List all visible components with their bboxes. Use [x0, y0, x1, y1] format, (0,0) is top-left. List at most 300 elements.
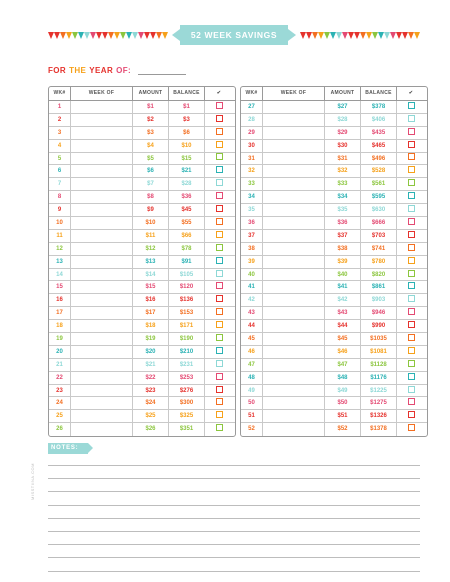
week-of-field[interactable]	[263, 397, 325, 409]
note-line[interactable]	[48, 505, 420, 506]
note-line[interactable]	[48, 465, 420, 466]
table-row	[49, 230, 235, 243]
checkbox-cell	[397, 256, 425, 268]
header-balance: BALANCE	[169, 87, 205, 100]
week-of-field[interactable]	[71, 191, 133, 203]
week-number: 17	[49, 307, 71, 319]
week-number: 9	[49, 204, 71, 216]
week-number: 3	[49, 127, 71, 139]
checkbox[interactable]	[408, 347, 415, 354]
checkbox-cell	[205, 153, 233, 165]
amount-cell: $22	[133, 372, 169, 384]
week-of-field[interactable]	[263, 410, 325, 422]
checkbox[interactable]	[408, 424, 415, 431]
note-line[interactable]	[48, 544, 420, 545]
balance-cell: $66	[169, 230, 205, 242]
week-number: 37	[241, 230, 263, 242]
week-of-field[interactable]	[263, 256, 325, 268]
amount-cell: $29	[325, 127, 361, 139]
checkbox-cell	[397, 243, 425, 255]
checkbox[interactable]	[408, 231, 415, 238]
checkbox[interactable]	[216, 179, 223, 186]
checkbox[interactable]	[408, 282, 415, 289]
week-of-field[interactable]	[263, 372, 325, 384]
week-of-field[interactable]	[263, 359, 325, 371]
week-of-field[interactable]	[71, 230, 133, 242]
year-input-line[interactable]	[138, 66, 186, 75]
header-check-icon: ✔	[216, 90, 222, 96]
bunting-flag	[414, 32, 420, 39]
week-number: 21	[49, 359, 71, 371]
checkbox[interactable]	[408, 321, 415, 328]
week-number: 36	[241, 217, 263, 229]
balance-cell: $820	[361, 269, 397, 281]
checkbox[interactable]	[408, 257, 415, 264]
checkbox-cell	[397, 127, 425, 139]
notes-label: NOTES:	[48, 443, 88, 454]
amount-cell: $8	[133, 191, 169, 203]
balance-cell: $1081	[361, 346, 397, 358]
checkbox-cell	[397, 294, 425, 306]
bunting-right	[300, 32, 420, 40]
checkbox-cell	[397, 191, 425, 203]
year-field	[48, 66, 186, 75]
balance-cell: $561	[361, 178, 397, 190]
week-number: 4	[49, 140, 71, 152]
week-of-field[interactable]	[71, 101, 133, 113]
checkbox-cell	[205, 372, 233, 384]
note-line[interactable]	[48, 518, 420, 519]
week-number: 40	[241, 269, 263, 281]
table-row	[241, 230, 427, 243]
checkbox-cell	[205, 410, 233, 422]
amount-cell: $45	[325, 333, 361, 345]
checkbox[interactable]	[216, 295, 223, 302]
checkbox[interactable]	[408, 295, 415, 302]
checkbox[interactable]	[408, 386, 415, 393]
week-number: 29	[241, 127, 263, 139]
balance-cell: $153	[169, 307, 205, 319]
week-of-field[interactable]	[71, 372, 133, 384]
table-row	[241, 397, 427, 410]
checkbox[interactable]	[408, 153, 415, 160]
balance-cell: $378	[361, 101, 397, 113]
table-row	[49, 153, 235, 166]
table-row	[241, 281, 427, 294]
checkbox[interactable]	[216, 102, 223, 109]
week-number: 15	[49, 281, 71, 293]
week-number: 45	[241, 333, 263, 345]
week-number: 33	[241, 178, 263, 190]
checkbox[interactable]	[216, 205, 223, 212]
balance-cell: $465	[361, 140, 397, 152]
week-number: 48	[241, 372, 263, 384]
checkbox[interactable]	[408, 115, 415, 122]
balance-cell: $136	[169, 294, 205, 306]
checkbox[interactable]	[216, 218, 223, 225]
checkbox-cell	[397, 114, 425, 126]
amount-cell: $49	[325, 385, 361, 397]
checkbox[interactable]	[216, 166, 223, 173]
week-of-field[interactable]	[263, 385, 325, 397]
week-of-field[interactable]	[263, 178, 325, 190]
balance-cell: $496	[361, 153, 397, 165]
week-number: 6	[49, 165, 71, 177]
week-number: 39	[241, 256, 263, 268]
week-of-field[interactable]	[263, 114, 325, 126]
balance-cell: $276	[169, 385, 205, 397]
checkbox-cell	[205, 307, 233, 319]
checkbox[interactable]	[408, 398, 415, 405]
balance-cell: $1035	[361, 333, 397, 345]
balance-cell: $15	[169, 153, 205, 165]
table-row	[241, 217, 427, 230]
week-of-field[interactable]	[71, 281, 133, 293]
week-number: 27	[241, 101, 263, 113]
checkbox[interactable]	[216, 347, 223, 354]
table-row	[241, 165, 427, 178]
week-number: 23	[49, 385, 71, 397]
table-row	[241, 372, 427, 385]
checkbox-cell	[205, 140, 233, 152]
amount-cell: $37	[325, 230, 361, 242]
week-of-field[interactable]	[263, 191, 325, 203]
week-of-field[interactable]	[71, 140, 133, 152]
amount-cell: $35	[325, 204, 361, 216]
checkbox[interactable]	[216, 128, 223, 135]
note-line[interactable]	[48, 478, 420, 479]
balance-cell: $325	[169, 410, 205, 422]
amount-cell: $40	[325, 269, 361, 281]
week-number: 22	[49, 372, 71, 384]
week-of-field[interactable]	[71, 269, 133, 281]
checkbox[interactable]	[216, 231, 223, 238]
table-row	[49, 307, 235, 320]
checkbox[interactable]	[216, 270, 223, 277]
amount-cell: $44	[325, 320, 361, 332]
table-row	[241, 114, 427, 127]
balance-cell: $55	[169, 217, 205, 229]
amount-cell: $7	[133, 178, 169, 190]
checkbox[interactable]	[216, 153, 223, 160]
amount-cell: $16	[133, 294, 169, 306]
table-row	[241, 269, 427, 282]
amount-cell: $32	[325, 165, 361, 177]
checkbox[interactable]	[408, 373, 415, 380]
amount-cell: $36	[325, 217, 361, 229]
amount-cell: $26	[133, 423, 169, 436]
table-row	[49, 256, 235, 269]
amount-cell: $14	[133, 269, 169, 281]
checkbox[interactable]	[216, 192, 223, 199]
balance-cell: $1	[169, 101, 205, 113]
amount-cell: $13	[133, 256, 169, 268]
amount-cell: $12	[133, 243, 169, 255]
checkbox[interactable]	[216, 257, 223, 264]
table-row	[49, 346, 235, 359]
week-of-field[interactable]	[71, 256, 133, 268]
checkbox[interactable]	[408, 179, 415, 186]
amount-cell: $25	[133, 410, 169, 422]
week-number: 12	[49, 243, 71, 255]
checkbox[interactable]	[408, 205, 415, 212]
note-line[interactable]	[48, 557, 420, 558]
week-number: 41	[241, 281, 263, 293]
amount-cell: $27	[325, 101, 361, 113]
checkbox-cell	[397, 140, 425, 152]
week-of-field[interactable]	[263, 281, 325, 293]
week-of-field[interactable]	[71, 153, 133, 165]
table-row	[49, 281, 235, 294]
week-number: 47	[241, 359, 263, 371]
table-row	[241, 320, 427, 333]
note-line[interactable]	[48, 491, 420, 492]
amount-cell: $48	[325, 372, 361, 384]
week-of-field[interactable]	[263, 294, 325, 306]
note-line[interactable]	[48, 531, 420, 532]
checkbox[interactable]	[216, 141, 223, 148]
table-row	[49, 333, 235, 346]
balance-cell: $91	[169, 256, 205, 268]
checkbox[interactable]	[216, 411, 223, 418]
checkbox[interactable]	[408, 192, 415, 199]
checkbox[interactable]	[216, 308, 223, 315]
amount-cell: $18	[133, 320, 169, 332]
checkbox[interactable]	[408, 334, 415, 341]
banner-tail-right	[288, 29, 296, 41]
amount-cell: $24	[133, 397, 169, 409]
balance-cell: $1326	[361, 410, 397, 422]
checkbox[interactable]	[216, 424, 223, 431]
checkbox-cell	[205, 281, 233, 293]
week-number: 25	[49, 410, 71, 422]
week-of-field[interactable]	[71, 127, 133, 139]
week-of-field[interactable]	[71, 359, 133, 371]
balance-cell: $435	[361, 127, 397, 139]
balance-cell: $741	[361, 243, 397, 255]
amount-cell: $39	[325, 256, 361, 268]
week-number: 50	[241, 397, 263, 409]
week-of-field[interactable]	[71, 333, 133, 345]
week-number: 46	[241, 346, 263, 358]
balance-cell: $3	[169, 114, 205, 126]
week-number: 49	[241, 385, 263, 397]
week-number: 51	[241, 410, 263, 422]
week-number: 18	[49, 320, 71, 332]
balance-cell: $105	[169, 269, 205, 281]
week-of-field[interactable]	[263, 217, 325, 229]
checkbox-cell	[205, 178, 233, 190]
checkbox[interactable]	[216, 321, 223, 328]
checkbox[interactable]	[216, 244, 223, 251]
week-of-field[interactable]	[71, 320, 133, 332]
week-number: 34	[241, 191, 263, 203]
week-of-field[interactable]	[263, 333, 325, 345]
page-title: 52 WEEK SAVINGS	[180, 25, 288, 45]
checkbox-cell	[397, 320, 425, 332]
table-row	[49, 204, 235, 217]
balance-cell: $630	[361, 204, 397, 216]
checkbox-cell	[397, 372, 425, 384]
week-of-field[interactable]	[71, 114, 133, 126]
table-body	[241, 101, 427, 436]
week-of-field[interactable]	[263, 269, 325, 281]
week-number: 35	[241, 204, 263, 216]
year-label-for: FOR	[48, 66, 67, 75]
table-row	[49, 294, 235, 307]
week-of-field[interactable]	[71, 385, 133, 397]
year-label-year: YEAR	[89, 66, 114, 75]
checkbox[interactable]	[408, 166, 415, 173]
week-of-field[interactable]	[71, 397, 133, 409]
table-row	[49, 397, 235, 410]
week-of-field[interactable]	[71, 423, 133, 436]
balance-cell: $78	[169, 243, 205, 255]
week-of-field[interactable]	[71, 307, 133, 319]
week-number: 11	[49, 230, 71, 242]
week-of-field[interactable]	[71, 410, 133, 422]
checkbox[interactable]	[408, 141, 415, 148]
week-number: 13	[49, 256, 71, 268]
week-of-field[interactable]	[71, 178, 133, 190]
amount-cell: $2	[133, 114, 169, 126]
week-of-field[interactable]	[263, 423, 325, 436]
checkbox-cell	[205, 114, 233, 126]
amount-cell: $3	[133, 127, 169, 139]
checkbox-cell	[397, 397, 425, 409]
week-of-field[interactable]	[263, 346, 325, 358]
checkbox[interactable]	[408, 411, 415, 418]
balance-cell: $666	[361, 217, 397, 229]
balance-cell: $210	[169, 346, 205, 358]
savings-table-weeks-27-52	[240, 86, 428, 437]
week-of-field[interactable]	[71, 165, 133, 177]
checkbox-cell	[205, 320, 233, 332]
table-row	[49, 269, 235, 282]
checkbox-cell	[205, 191, 233, 203]
header-week-number: WK#	[49, 87, 71, 100]
week-number: 1	[49, 101, 71, 113]
table-row	[49, 385, 235, 398]
checkbox-cell	[205, 230, 233, 242]
checkbox-cell	[397, 307, 425, 319]
header-amount: AMOUNT	[133, 87, 169, 100]
week-number: 26	[49, 423, 71, 436]
week-of-field[interactable]	[71, 204, 133, 216]
checkbox[interactable]	[408, 128, 415, 135]
week-number: 31	[241, 153, 263, 165]
checkbox[interactable]	[216, 282, 223, 289]
checkbox[interactable]	[408, 360, 415, 367]
checkbox[interactable]	[408, 270, 415, 277]
amount-cell: $4	[133, 140, 169, 152]
table-row	[241, 294, 427, 307]
checkbox-cell	[397, 423, 425, 436]
savings-table-weeks-1-26	[48, 86, 236, 437]
checkbox[interactable]	[216, 386, 223, 393]
week-of-field[interactable]	[71, 217, 133, 229]
checkbox[interactable]	[216, 360, 223, 367]
checkbox[interactable]	[408, 244, 415, 251]
checkbox[interactable]	[216, 373, 223, 380]
amount-cell: $51	[325, 410, 361, 422]
table-row	[241, 127, 427, 140]
week-of-field[interactable]	[263, 243, 325, 255]
amount-cell: $47	[325, 359, 361, 371]
week-of-field[interactable]	[263, 230, 325, 242]
year-label-the: THE	[69, 66, 87, 75]
balance-cell: $946	[361, 307, 397, 319]
table-row	[241, 191, 427, 204]
table-row	[241, 140, 427, 153]
table-row	[49, 127, 235, 140]
table-row	[49, 320, 235, 333]
week-of-field[interactable]	[263, 307, 325, 319]
week-of-field[interactable]	[263, 101, 325, 113]
balance-cell: $253	[169, 372, 205, 384]
bunting-left	[48, 32, 168, 40]
week-of-field[interactable]	[71, 346, 133, 358]
week-of-field[interactable]	[263, 153, 325, 165]
checkbox-cell	[205, 127, 233, 139]
amount-cell: $30	[325, 140, 361, 152]
site-credit: MISSTIINA.COM	[30, 463, 35, 500]
table-row	[49, 359, 235, 372]
table-row	[241, 346, 427, 359]
week-number: 16	[49, 294, 71, 306]
amount-cell: $17	[133, 307, 169, 319]
header-amount: AMOUNT	[325, 87, 361, 100]
checkbox[interactable]	[408, 102, 415, 109]
checkbox-cell	[205, 359, 233, 371]
week-of-field[interactable]	[71, 243, 133, 255]
week-of-field[interactable]	[71, 294, 133, 306]
table-row	[49, 217, 235, 230]
checkbox[interactable]	[216, 115, 223, 122]
week-of-field[interactable]	[263, 127, 325, 139]
week-number: 8	[49, 191, 71, 203]
table-row	[241, 410, 427, 423]
checkbox[interactable]	[408, 308, 415, 315]
balance-cell: $300	[169, 397, 205, 409]
week-number: 10	[49, 217, 71, 229]
checkbox-cell	[397, 410, 425, 422]
table-row	[49, 372, 235, 385]
table-row	[241, 333, 427, 346]
balance-cell: $120	[169, 281, 205, 293]
banner-tail-left	[172, 29, 180, 41]
week-of-field[interactable]	[263, 140, 325, 152]
balance-cell: $595	[361, 191, 397, 203]
table-row	[241, 359, 427, 372]
amount-cell: $10	[133, 217, 169, 229]
checkbox[interactable]	[216, 334, 223, 341]
checkbox[interactable]	[408, 218, 415, 225]
amount-cell: $34	[325, 191, 361, 203]
week-of-field[interactable]	[263, 320, 325, 332]
checkbox-cell	[397, 333, 425, 345]
checkbox[interactable]	[216, 398, 223, 405]
week-of-field[interactable]	[263, 204, 325, 216]
week-of-field[interactable]	[263, 165, 325, 177]
week-number: 7	[49, 178, 71, 190]
balance-cell: $351	[169, 423, 205, 436]
note-line[interactable]	[48, 571, 420, 572]
balance-cell: $1225	[361, 385, 397, 397]
amount-cell: $52	[325, 423, 361, 436]
week-number: 20	[49, 346, 71, 358]
checkbox-cell	[205, 269, 233, 281]
